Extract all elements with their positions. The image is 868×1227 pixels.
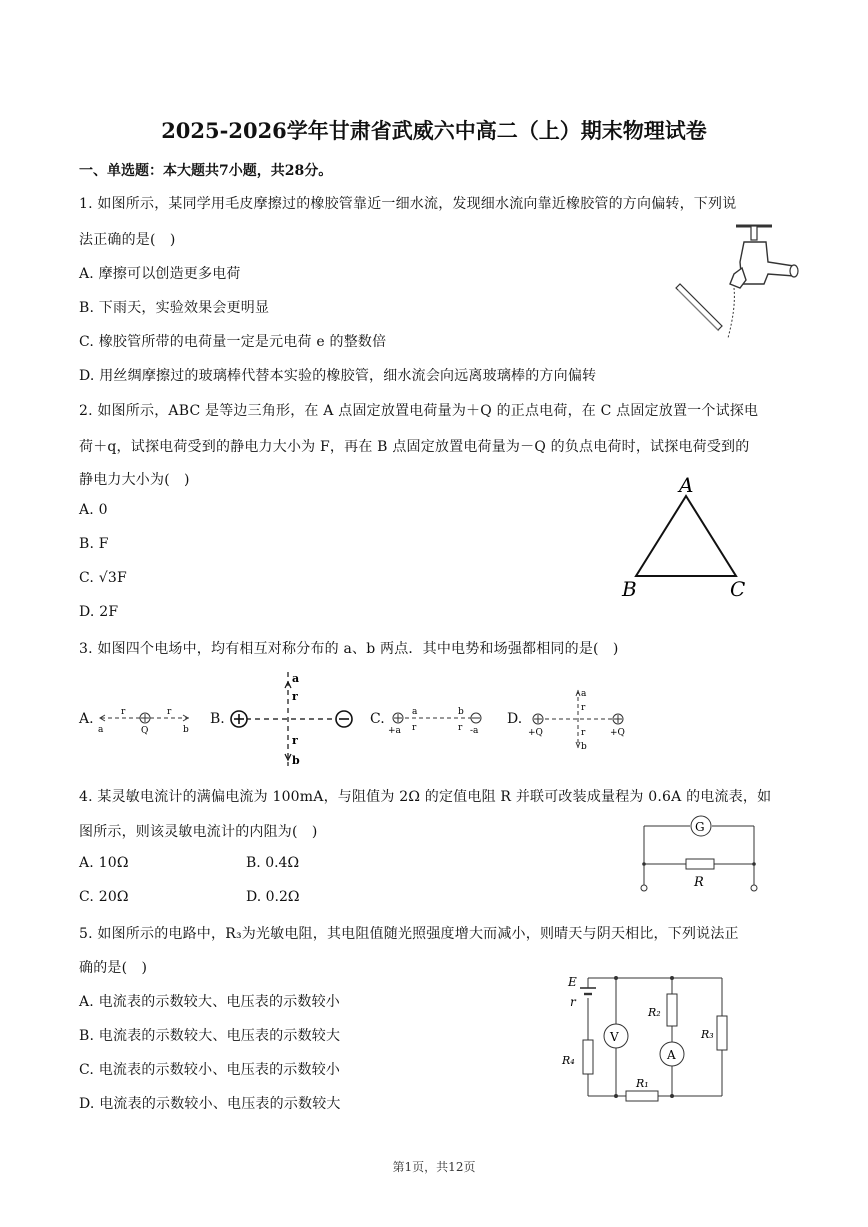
svg-text:b: b <box>581 742 587 752</box>
q3-figure-d <box>524 688 632 752</box>
q1-stem-line1: 1. 如图所示，某同学用毛皮摩擦过的橡胶管靠近一细水流，发现细水流向靠近橡胶管的方向偏转，下列说 <box>79 196 737 212</box>
label-v: V <box>610 1030 619 1044</box>
svg-text:a: a <box>98 725 104 735</box>
q5-option-c: C. 电流表的示数较小、电压表的示数较小 <box>79 1062 341 1078</box>
galvanometer-circuit-figure <box>628 812 768 898</box>
page-footer: 第1页，共12页 <box>392 1160 476 1174</box>
svg-text:a: a <box>292 672 300 685</box>
label-c: C <box>730 577 746 601</box>
q3-figure-b <box>228 668 356 770</box>
svg-text:b: b <box>292 754 300 767</box>
q4-option-d: D. 0.2Ω <box>246 889 300 905</box>
q2-stem-line2: 荷＋q，试探电荷受到的静电力大小为 F，再在 B 点固定放置电荷量为－Q 的负点电荷时，试探电荷受到的 <box>79 439 750 455</box>
label-r4: R₄ <box>562 1054 575 1067</box>
svg-text:+a: +a <box>388 726 401 736</box>
q2-option-d: D. 2F <box>79 604 119 620</box>
label-r3: R₃ <box>701 1028 714 1041</box>
svg-text:r: r <box>167 707 172 717</box>
q5-stem-line1: 5. 如图所示的电路中，R₃为光敏电阻，其电阻值随光照强度增大而减小，则晴天与阴天相比，下列说法正 <box>79 926 739 942</box>
label-r2: R₂ <box>648 1006 661 1019</box>
q1-option-d: D. 用丝绸摩擦过的玻璃棒代替本实验的橡胶管，细水流会向远离玻璃棒的方向偏转 <box>79 368 597 384</box>
q2-option-c: C. √3F <box>79 570 127 586</box>
svg-text:b: b <box>458 707 464 717</box>
svg-text:r: r <box>121 707 126 717</box>
q5-option-b: B. 电流表的示数较大、电压表的示数较大 <box>79 1028 341 1044</box>
q1-stem-line2: 法正确的是( ) <box>79 232 176 248</box>
svg-text:r: r <box>292 734 298 747</box>
faucet-figure <box>668 218 800 340</box>
svg-text:a: a <box>412 707 418 717</box>
label-r1: R₁ <box>636 1077 649 1090</box>
q3-stem: 3. 如图四个电场中，均有相互对称分布的 a、b 两点．其中电势和场强都相同的是( ) <box>79 641 619 657</box>
q5-stem-line2: 确的是( ) <box>79 960 148 976</box>
photoresistor-circuit-figure <box>560 966 750 1104</box>
svg-text:r: r <box>581 703 586 713</box>
svg-text:b: b <box>183 725 189 735</box>
q4-stem-line1: 4. 某灵敏电流计的满偏电流为 100mA，与阻值为 2Ω 的定值电阻 R 并联可改装成量程为 0.6A 的电流表，如 <box>79 789 772 805</box>
triangle-abc-figure <box>618 470 758 606</box>
label-a: A <box>667 1048 676 1062</box>
label-r: R <box>694 875 704 890</box>
page-title: 2025-2026学年甘肃省武威六中高二（上）期末物理试卷 <box>161 118 707 143</box>
svg-text:Q: Q <box>141 726 149 736</box>
label-e: E <box>568 975 577 989</box>
q4-option-b: B. 0.4Ω <box>246 855 300 871</box>
svg-text:-a: -a <box>470 726 479 736</box>
q2-option-a: A. 0 <box>79 502 108 518</box>
q3-figure-a <box>95 700 195 736</box>
q3-option-a-letter: A. <box>79 711 94 727</box>
q2-option-b: B. F <box>79 536 109 552</box>
q3-option-d-letter: D. <box>507 711 523 727</box>
q2-stem-line1: 2. 如图所示，ABC 是等边三角形，在 A 点固定放置电荷量为＋Q 的正点电荷，在 C 点固定放置一个试探电 <box>79 403 759 419</box>
q1-option-c: C. 橡胶管所带的电荷量一定是元电荷 e 的整数倍 <box>79 334 387 350</box>
q3-option-c-letter: C. <box>370 711 385 727</box>
svg-text:r: r <box>292 690 298 703</box>
svg-text:+Q: +Q <box>528 728 543 738</box>
svg-text:r: r <box>458 723 463 733</box>
q5-option-d: D. 电流表的示数较小、电压表的示数较大 <box>79 1096 341 1112</box>
svg-text:+Q: +Q <box>610 728 625 738</box>
q4-option-a: A. 10Ω <box>79 855 129 871</box>
q3-figure-c <box>388 700 492 738</box>
svg-text:a: a <box>581 689 587 699</box>
section-heading: 一、单选题：本大题共7小题，共28分。 <box>79 163 333 179</box>
q4-stem-line2: 图所示，则该灵敏电流计的内阻为( ) <box>79 824 318 840</box>
svg-text:r: r <box>412 723 417 733</box>
q2-stem-line3: 静电力大小为( ) <box>79 472 190 488</box>
q3-option-b-letter: B. <box>210 711 225 727</box>
label-r-internal: r <box>570 995 576 1009</box>
q4-option-c: C. 20Ω <box>79 889 129 905</box>
q5-option-a: A. 电流表的示数较大、电压表的示数较小 <box>79 994 341 1010</box>
label-b: B <box>622 577 637 601</box>
label-a: A <box>679 473 694 497</box>
q1-option-b: B. 下雨天，实验效果会更明显 <box>79 300 270 316</box>
svg-text:r: r <box>581 728 586 738</box>
q1-option-a: A. 摩擦可以创造更多电荷 <box>79 266 241 282</box>
label-g: G <box>695 820 705 834</box>
